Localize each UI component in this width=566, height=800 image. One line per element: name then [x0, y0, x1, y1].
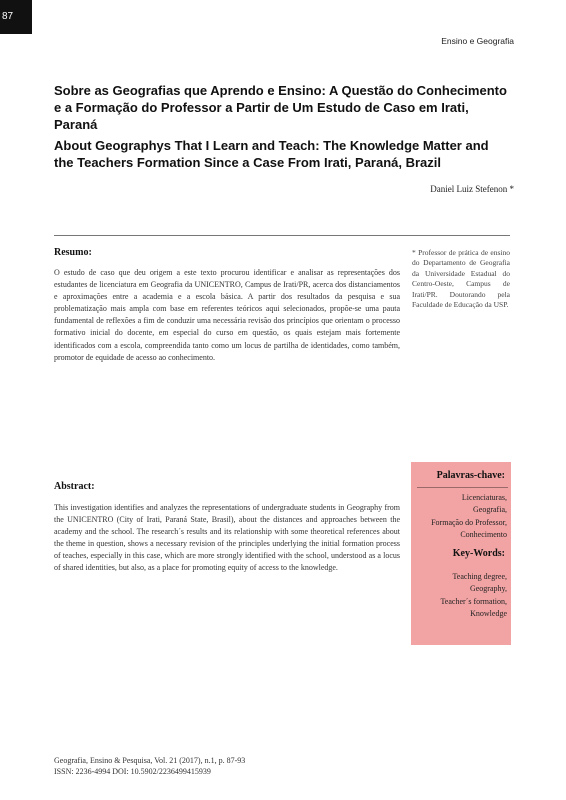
abstract-text: This investigation identifies and analyzes the representations of undergraduate students in Geography from the UNICENTRO (City of Irati, Paraná State, Brasil), about the distances and approaches between the academy and the school. The research´s results and its relationship with some theoretical references about the theme in question, shows a necessary revision of the principles underlying the initial formation process of teaches, especially in this case, which are more strongly identified with the school, understood as a locus of shared identities, but also, as a place for promoting equity of access to the knowledge. — [54, 503, 400, 573]
citation-line: Geografia, Ensino & Pesquisa, Vol. 21 (2017), n.1, p. 87-93 — [54, 756, 246, 765]
resumo-heading: Resumo: — [54, 247, 92, 258]
section-divider — [54, 235, 510, 236]
palavras-chave-title: Palavras-chave: — [436, 470, 505, 481]
keyword-item: Teacher´s formation, — [440, 596, 507, 606]
keyword-item: Geografia, — [473, 505, 507, 515]
keyword-item: Licenciaturas, — [461, 493, 507, 502]
keyword-item: Teaching degree, — [452, 572, 507, 581]
abstract-heading: Abstract: — [54, 481, 95, 492]
journal-header: Ensino e Geografia — [441, 36, 514, 46]
keyword-item: Formação do Professor, — [431, 517, 507, 527]
page-number-box — [0, 0, 32, 34]
citation-footer — [54, 756, 245, 777]
keyword-item: Conhecimento — [460, 529, 507, 539]
palavras-chave-list — [411, 492, 507, 541]
title-english: About Geographys That I Learn and Teach: The Knowledge Matter and the Teachers Formation Since a Case From Irati, Paraná, Brazil — [54, 138, 489, 170]
author-footnote: * Professor de prática de ensino do Departamento de Geografia da Universidade Estadual do Centro-Oeste, Campus de Irati/PR. Doutorando pela Faculdade de Educação da USP. — [412, 248, 510, 310]
title-portuguese: Sobre as Geografias que Aprendo e Ensino: A Questão do Conhecimento e a Formação do Professor a Partir de Um Estudo de Caso em Irati, Paraná — [54, 83, 507, 132]
keyword-item: Knowledge — [470, 608, 507, 618]
keywords-box — [411, 462, 511, 645]
page-number: 87 — [2, 11, 14, 22]
issn-doi-line: ISSN: 2236-4994 DOI: 10.5902/2236499415939 — [54, 766, 211, 776]
keywords-divider — [417, 487, 508, 488]
key-words-title: Key-Words: — [452, 548, 505, 559]
key-words-list — [411, 571, 507, 620]
resumo-text: O estudo de caso que deu origem a este texto procurou identificar e analisar as representações dos estudantes de licenciatura em Geografia da UNICENTRO, Campus de Irati/PR, acerca dos distanciamentos e aproximações entre a academia e a escola básica. A partir dos resultados da pesquisa e sua problematização mais ampla com base em referentes teóricos aqui selecionados, propõe-se uma pauta fundamental de reflexões a fim de conduzir uma necessária revisão dos princípios que orientam o processo formativo inicial do docente, em especial do curso em questão, os quais estejam mais fortemente identificados com a escola, compreendida tanto como um locus de partilha de identidades, como também, promotor de equidade de acesso ao conhecimento. — [54, 268, 400, 362]
keyword-item: Geography, — [469, 584, 507, 594]
author: Daniel Luiz Stefenon * — [430, 184, 514, 194]
